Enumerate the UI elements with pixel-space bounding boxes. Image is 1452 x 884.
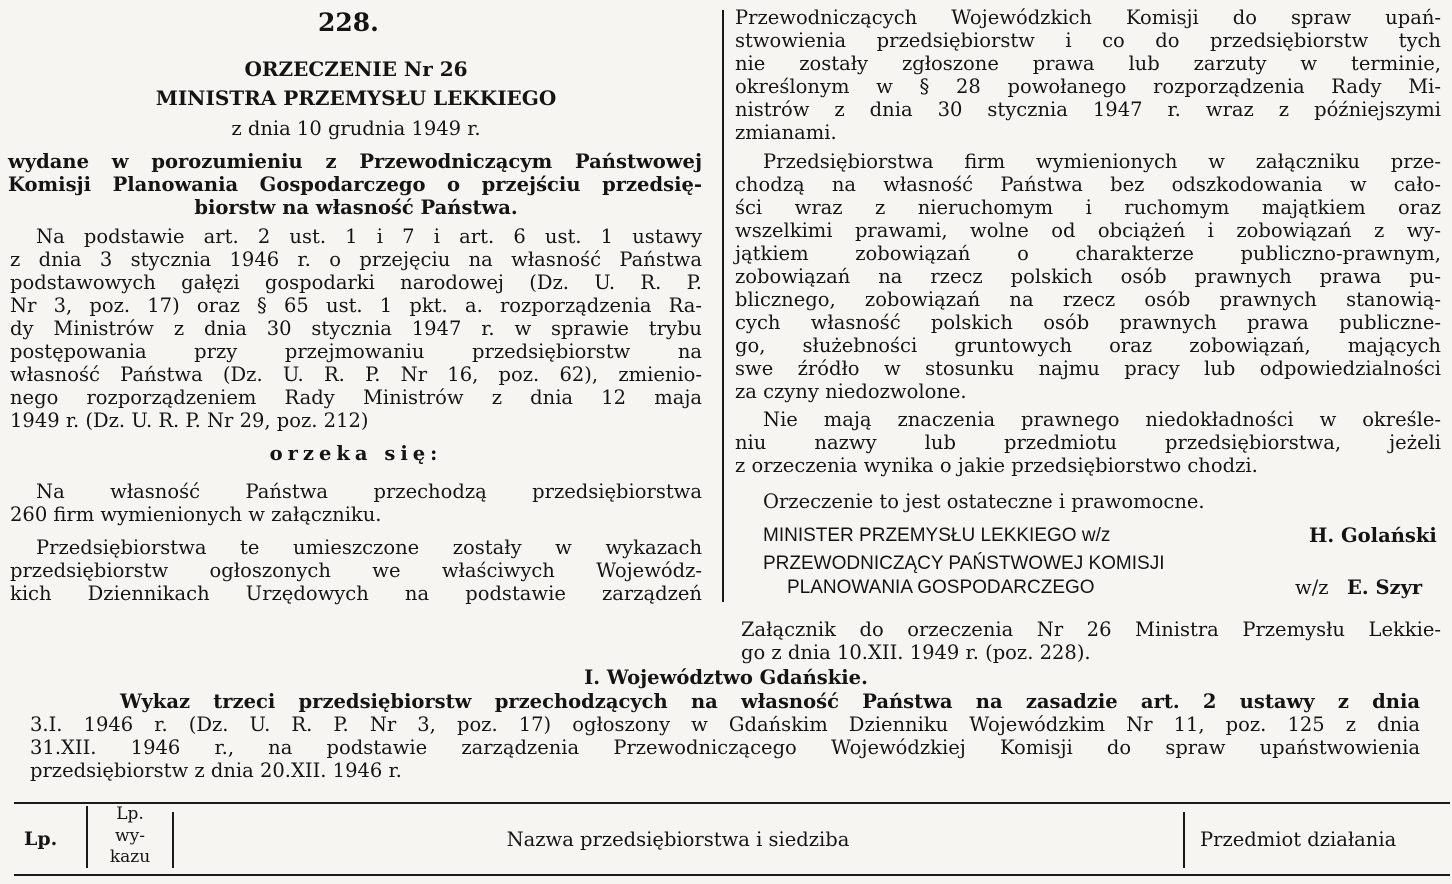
subtitle-line: biorstw na własność Państwa.: [194, 196, 518, 219]
text-line: postępowania przy przejmowaniu przedsiębiorstw na: [10, 340, 702, 363]
column-divider: [722, 10, 724, 602]
text-line: Na własność Państwa przechodzą przedsiębiorstwa: [36, 480, 702, 503]
section-heading: I. Województwo Gdańskie.: [584, 666, 868, 689]
text-line: go, służebności gruntowych oraz zobowiązań, mających: [735, 334, 1441, 357]
text-line: Na podstawie art. 2 ust. 1 i 7 i art. 6 ust. 1 ustawy: [36, 225, 702, 248]
column-header-lp: Lp.: [24, 828, 58, 850]
signature-title: PRZEWODNICZĄCY PAŃSTWOWEJ KOMISJI: [763, 553, 1165, 574]
orzeka-heading: orzeka się:: [269, 442, 443, 465]
text-line: Wykaz trzeci przedsiębiorstw przechodzących na własność Państwa na zasadzie art. 2 ustawy z dnia: [120, 690, 1420, 713]
text-line: z orzeczenia wynika o jakie przedsiębiorstwo chodzi.: [735, 454, 1258, 477]
subtitle-line: Komisji Planowania Gospodarczego o przejściu przedsię-: [8, 173, 702, 196]
text-line: swe źródło w stosunku najmu pracy lub odpowiedzialności: [735, 357, 1441, 380]
text-line: zmianami.: [735, 121, 837, 144]
text-line: przedsiębiorstw ogłoszonych we właściwych Wojewódz-: [10, 559, 702, 582]
column-header-przedmiot: Przedmiot działania: [1200, 828, 1397, 851]
text-line: go z dnia 10.XII. 1949 r. (poz. 228).: [741, 641, 1091, 664]
text-line: 3.I. 1946 r. (Dz. U. R. P. Nr 3, poz. 17) ogłoszony w Gdańskim Dzienniku Wojewódzkim Nr 11, poz. 125 z dnia: [30, 713, 1420, 736]
signature-name: H. Golański: [1309, 524, 1437, 547]
text-line: 31.XII. 1946 r., na podstawie zarządzenia Przewodniczącego Wojewódzkiej Komisji do spraw upaństwowienia: [30, 736, 1420, 759]
text-line: zobowiązań na rzecz polskich osób prawnych prawa pu-: [735, 265, 1441, 288]
item-number: 228.: [318, 8, 379, 37]
table-top-rule: [14, 802, 1450, 804]
text-line: Nie mają znaczenia prawnego niedokładności w określe-: [763, 408, 1441, 431]
text-line: określonym w § 28 powołanego rozporządzenia Rady Mi-: [735, 75, 1441, 98]
signature-title: MINISTER PRZEMYSŁU LEKKIEGO w/z: [763, 525, 1111, 546]
final-clause: Orzeczenie to jest ostateczne i prawomocne.: [763, 490, 1205, 513]
text-line: blicznego, zobowiązań na rzecz osób prawnych stanowią-: [735, 288, 1441, 311]
signature-wz: w/z: [1295, 576, 1329, 599]
text-line: 1949 r. (Dz. U. R. P. Nr 29, poz. 212): [10, 409, 369, 432]
subtitle-line: wydane w porozumieniu z Przewodniczącym Państwowej: [8, 150, 702, 173]
text-line: Przewodniczących Wojewódzkich Komisji do spraw upań-: [735, 6, 1441, 29]
column-header-lp-wykazu-line: Lp.: [116, 804, 144, 824]
text-line: Przedsiębiorstwa firm wymienionych w załączniku prze-: [763, 150, 1441, 173]
column-separator: [1183, 812, 1185, 868]
text-line: własność Państwa (Dz. U. R. P. Nr 16, poz. 62), zmienio-: [10, 363, 702, 386]
text-line: stwowienia przedsiębiorstw i co do przedsiębiorstw tych: [735, 29, 1441, 52]
text-line: cych własność polskich osób prawnych prawa publiczne-: [735, 311, 1441, 334]
signature-name: E. Szyr: [1347, 576, 1423, 599]
column-header-lp-wykazu-line: wy-: [115, 826, 145, 846]
right-column: [735, 0, 1450, 664]
text-line: dy Ministrów z dnia 30 stycznia 1947 r. w sprawie trybu: [10, 317, 702, 340]
column-separator: [172, 812, 174, 868]
text-line: nego rozporządzeniem Rady Ministrów z dnia 12 maja: [10, 386, 702, 409]
text-line: nie zostały zgłoszone prawa lub zarzuty w terminie,: [735, 52, 1441, 75]
text-line: kich Dziennikach Urzędowych na podstawie zarządzeń: [10, 582, 702, 605]
text-line: wszelkimi prawami, wolne od obciążeń i zobowiązań z wy-: [735, 219, 1441, 242]
text-line: nistrów z dnia 30 stycznia 1947 r. wraz z późniejszymi: [735, 98, 1441, 121]
column-separator: [86, 806, 88, 868]
decree-issuer: MINISTRA PRZEMYSŁU LEKKIEGO: [155, 86, 557, 110]
text-line: z dnia 3 stycznia 1946 r. o przejęciu na własność Państwa: [10, 248, 702, 271]
text-line: jątkiem zobowiązań o charakterze publiczno-prawnym,: [735, 242, 1441, 265]
column-header-lp-wykazu-line: kazu: [109, 847, 151, 867]
text-line: Przedsiębiorstwa te umieszczone zostały w wykazach: [36, 536, 702, 559]
table-header-rule: [14, 874, 1450, 876]
text-line: chodzą na własność Państwa bez odszkodowania w cało-: [735, 173, 1441, 196]
text-line: za czyny niedozwolone.: [735, 380, 967, 403]
text-line: ści wraz z nieruchomym i ruchomym majątkiem oraz: [735, 196, 1441, 219]
left-column: [0, 0, 712, 620]
text-line: podstawowych gałęzi gospodarki narodowej (Dz. U. R. P.: [10, 271, 702, 294]
decree-title: ORZECZENIE Nr 26: [244, 57, 468, 81]
text-line: przedsiębiorstw z dnia 20.XII. 1946 r.: [30, 759, 402, 782]
text-line: Załącznik do orzeczenia Nr 26 Ministra Przemysłu Lekkie-: [741, 618, 1441, 641]
text-line: Nr 3, poz. 17) oraz § 65 ust. 1 pkt. a. rozporządzenia Ra-: [10, 294, 702, 317]
decree-date: z dnia 10 grudnia 1949 r.: [231, 117, 481, 140]
signature-title: PLANOWANIA GOSPODARCZEGO: [787, 577, 1095, 598]
column-header-nazwa: Nazwa przedsiębiorstwa i siedziba: [506, 828, 850, 851]
text-line: 260 firm wymienionych w załączniku.: [10, 503, 382, 526]
text-line: niu nazwy lub przedmiotu przedsiębiorstwa, jeżeli: [735, 431, 1441, 454]
